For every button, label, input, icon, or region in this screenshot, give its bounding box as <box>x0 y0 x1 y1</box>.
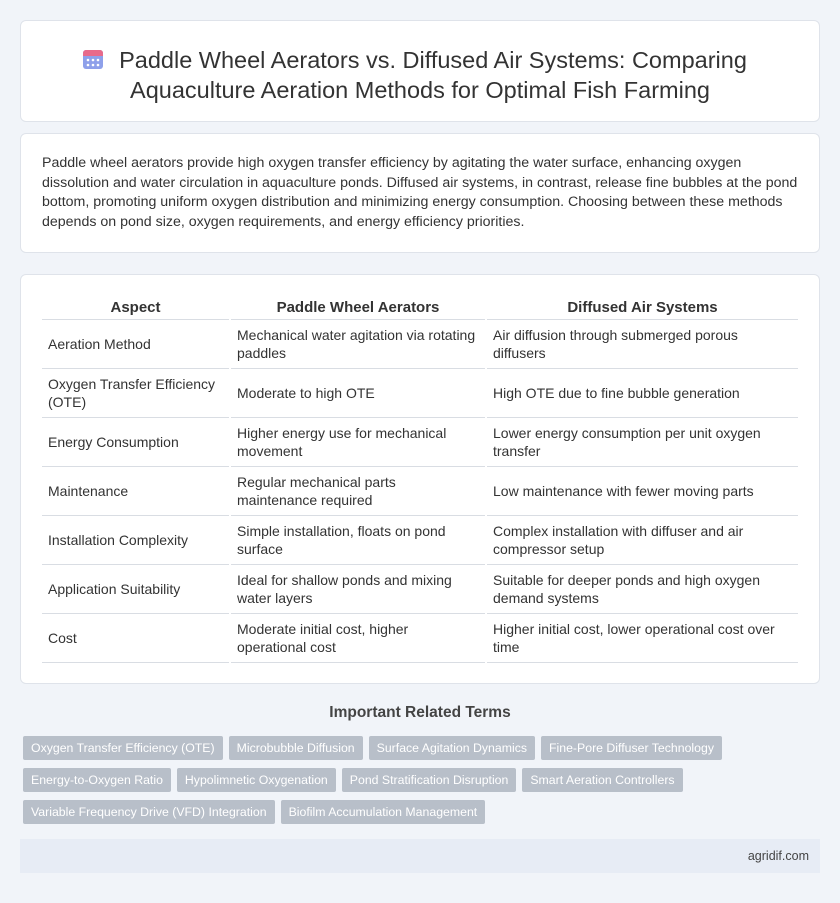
table-cell-aspect: Energy Consumption <box>42 417 230 466</box>
table-header-row <box>42 297 798 319</box>
related-term-tag[interactable]: Variable Frequency Drive (VFD) Integration <box>23 800 275 824</box>
related-term-tag[interactable]: Smart Aeration Controllers <box>522 768 682 792</box>
table-cell-aspect: Oxygen Transfer Efficiency (OTE) <box>42 368 230 417</box>
table-cell-paddle-wheel: Moderate initial cost, higher operational cost <box>230 613 486 662</box>
table-row <box>42 417 798 466</box>
table-row <box>42 466 798 515</box>
table-cell-paddle-wheel: Simple installation, floats on pond surface <box>230 515 486 564</box>
related-terms-list <box>23 736 813 832</box>
page-title <box>21 45 819 105</box>
table-row <box>42 368 798 417</box>
table-cell-aspect: Cost <box>42 613 230 662</box>
related-term-tag[interactable]: Biofilm Accumulation Management <box>281 800 486 824</box>
footer-site-link[interactable]: agridif.com <box>747 849 809 863</box>
comparison-table <box>42 297 798 663</box>
table-cell-paddle-wheel: Regular mechanical parts maintenance required <box>230 466 486 515</box>
table-cell-paddle-wheel: Moderate to high OTE <box>230 368 486 417</box>
table-cell-aspect: Maintenance <box>42 466 230 515</box>
table-cell-aspect: Aeration Method <box>42 319 230 368</box>
table-row <box>42 613 798 662</box>
footer <box>20 839 820 873</box>
table-cell-diffused-air: Complex installation with diffuser and air compressor setup <box>486 515 798 564</box>
table-cell-diffused-air: Low maintenance with fewer moving parts <box>486 466 798 515</box>
column-header-paddle-wheel: Paddle Wheel Aerators <box>230 297 486 319</box>
table-cell-diffused-air: Lower energy consumption per unit oxygen transfer <box>486 417 798 466</box>
table-cell-paddle-wheel: Mechanical water agitation via rotating paddles <box>230 319 486 368</box>
related-term-tag[interactable]: Pond Stratification Disruption <box>342 768 517 792</box>
related-term-tag[interactable]: Microbubble Diffusion <box>229 736 363 760</box>
table-cell-diffused-air: High OTE due to fine bubble generation <box>486 368 798 417</box>
tag-row <box>23 736 813 760</box>
summary-card <box>20 133 820 253</box>
table-cell-diffused-air: Suitable for deeper ponds and high oxygen demand systems <box>486 564 798 613</box>
table-cell-paddle-wheel: Higher energy use for mechanical movement <box>230 417 486 466</box>
related-term-tag[interactable]: Fine-Pore Diffuser Technology <box>541 736 722 760</box>
page-title-line-1: Paddle Wheel Aerators vs. Diffused Air Systems: Comparing <box>119 47 747 73</box>
table-cell-aspect: Application Suitability <box>42 564 230 613</box>
related-term-tag[interactable]: Surface Agitation Dynamics <box>369 736 535 760</box>
table-row <box>42 319 798 368</box>
comparison-card <box>20 274 820 684</box>
tag-row <box>23 768 813 792</box>
table-row <box>42 564 798 613</box>
summary-text: Paddle wheel aerators provide high oxygen transfer efficiency by agitating the water surface, enhancing oxygen dissolution and water circulation in aquaculture ponds. Diffused air systems, in contrast, release fine bubbles at the pond bottom, promoting uniform oxygen distribution and minimizing energy consumption. Choosing between these methods depends on pond size, oxygen requirements, and energy efficiency priorities. <box>42 155 798 230</box>
related-term-tag[interactable]: Energy-to-Oxygen Ratio <box>23 768 171 792</box>
table-row <box>42 515 798 564</box>
related-terms-title: Important Related Terms <box>329 704 511 721</box>
table-cell-diffused-air: Higher initial cost, lower operational cost over time <box>486 613 798 662</box>
column-header-aspect: Aspect <box>42 297 230 319</box>
related-term-tag[interactable]: Hypolimnetic Oxygenation <box>177 768 336 792</box>
tag-row <box>23 800 813 824</box>
table-cell-diffused-air: Air diffusion through submerged porous diffusers <box>486 319 798 368</box>
page-title-line-2: Aquaculture Aeration Methods for Optimal Fish Farming <box>130 77 710 103</box>
column-header-diffused-air: Diffused Air Systems <box>486 297 798 319</box>
table-cell-paddle-wheel: Ideal for shallow ponds and mixing water layers <box>230 564 486 613</box>
table-cell-aspect: Installation Complexity <box>42 515 230 564</box>
related-term-tag[interactable]: Oxygen Transfer Efficiency (OTE) <box>23 736 223 760</box>
header-card <box>20 20 820 122</box>
